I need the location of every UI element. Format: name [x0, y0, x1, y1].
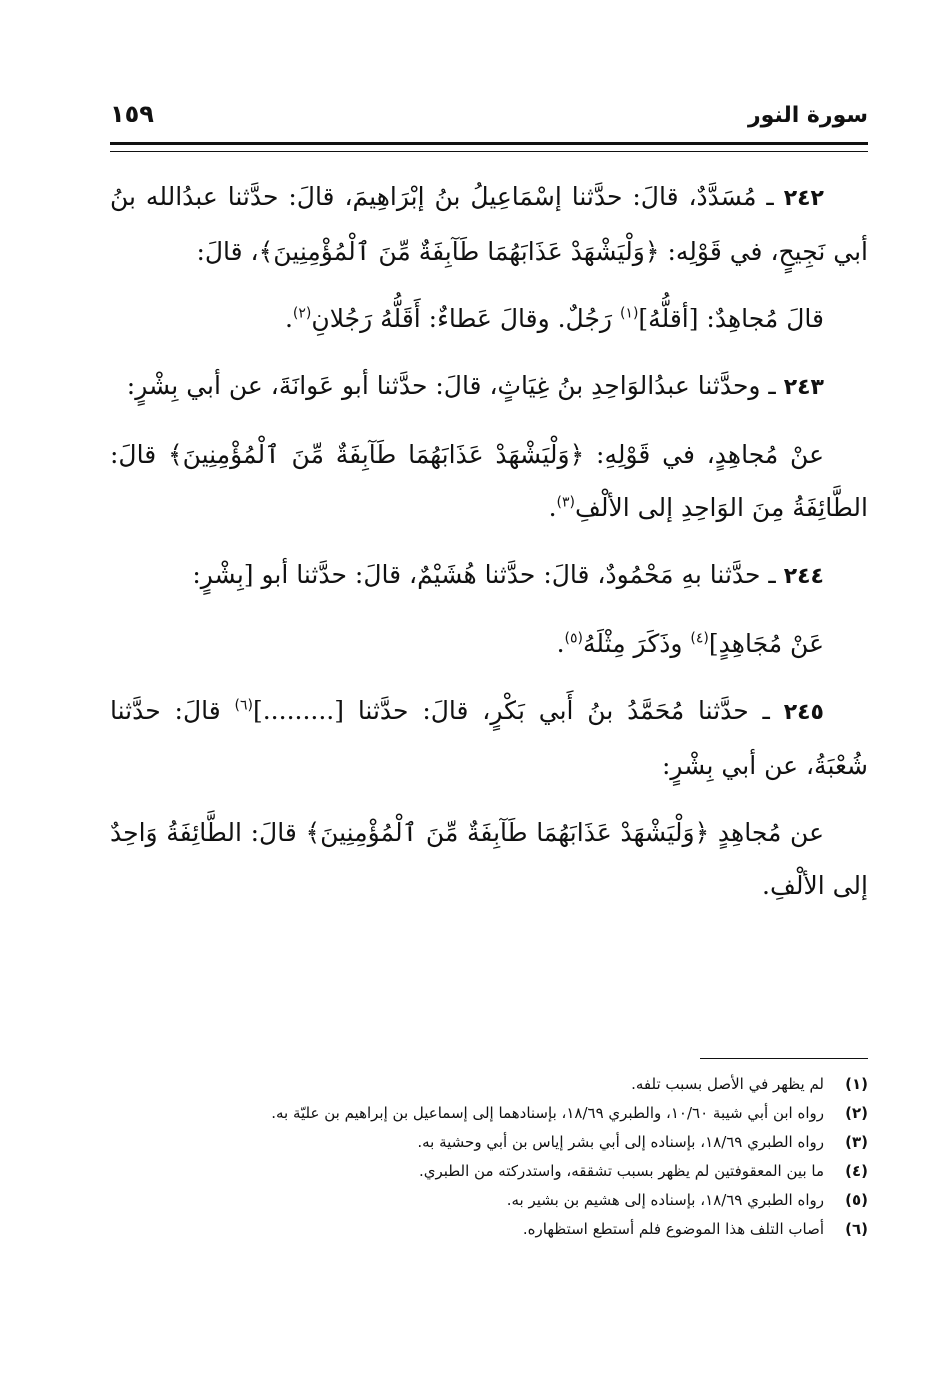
footnotes — [120, 1070, 868, 1244]
footnote-number: (٣) — [845, 1133, 868, 1151]
footnote-2 — [120, 1099, 868, 1128]
main-text — [110, 170, 868, 926]
paragraph-242 — [110, 170, 868, 278]
footnote-number: (١) — [845, 1075, 868, 1093]
paragraph-text: ـ حدَّثنا بهِ مَحْمُودٌ، قالَ: حدَّثنا هُشَيْمٌ، قالَ: حدَّثنا أبو [بِشْرٍ: — [192, 560, 784, 589]
footnote-text: لم يظهر في الأصل بسبب تلفه. — [631, 1075, 824, 1093]
paragraph-text: ـ حدَّثنا مُحَمَّدُ بنُ أَبي بَكْرٍ، قالَ: حدَّثنا [.........] — [252, 696, 784, 725]
footnote-number: (٦) — [845, 1220, 868, 1238]
footnote-ref-5[interactable]: (٥) — [564, 630, 583, 647]
paragraph-mujahid-2 — [110, 428, 868, 534]
footnote-text: ما بين المعقوفتين لم يظهر بسبب تشققه، واستدركته من الطبري. — [418, 1162, 824, 1180]
header-rule-thin — [110, 151, 868, 152]
hadith-number: ٢٤٢ — [783, 186, 824, 211]
footnote-ref-3[interactable]: (٣) — [556, 494, 575, 511]
footnote-number: (٢) — [845, 1104, 868, 1122]
footnote-number: (٥) — [845, 1191, 868, 1209]
footnote-6 — [120, 1215, 868, 1244]
page-number: ١٥٩ — [110, 100, 154, 128]
footnote-ref-2[interactable]: (٢) — [292, 305, 312, 322]
footnote-5 — [120, 1186, 868, 1215]
footnote-1 — [120, 1070, 868, 1099]
footnote-ref-6[interactable]: (٦) — [234, 697, 253, 714]
footnote-separator — [700, 1058, 868, 1059]
paragraph-text: رَجُلٌ. وقالَ عَطاءٌ: أَقَلُّهُ رَجُلانِ — [311, 304, 620, 333]
paragraph-text: عنْ مُجاهِدٍ، في قَوْلِهِ: ﴿وَلْيَشْهَدْ عَذَابَهُمَا طَآبِفَةٌ مِّنَ ٱلْمُؤْمِنِينَ﴾ قالَ: الطَّائِفَةُ مِنَ الوَاحِدِ إلى الألْفِ — [110, 440, 868, 522]
header-rule-thick — [110, 142, 868, 145]
footnote-text: رواه الطبري ١٨/٦٩، بإسناده إلى أبي بشر إياس بن أبي وحشية به. — [417, 1133, 824, 1151]
footnote-4 — [120, 1157, 868, 1186]
paragraph-mujahid-4 — [110, 806, 868, 912]
paragraph-245 — [110, 684, 868, 792]
page-header — [110, 88, 868, 128]
footnote-ref-1[interactable]: (١) — [619, 305, 639, 322]
paragraph-text: عَنْ مُجَاهِدٍ] — [708, 629, 824, 658]
paragraph-text: . — [284, 304, 293, 333]
surah-title: سورة النور — [748, 103, 868, 128]
paragraph-244 — [110, 548, 868, 603]
footnote-text: رواه الطبري ١٨/٦٩، بإسناده إلى هشيم بن بشير به. — [506, 1191, 824, 1209]
paragraph-text: وذَكَرَ مِثْلَهُ — [583, 629, 691, 658]
paragraph-243 — [110, 359, 868, 414]
paragraph-text: . — [548, 493, 557, 522]
paragraph-text: قالَ: حدَّثنا شُعْبَةُ، عن أبي بِشْرٍ: — [110, 696, 868, 780]
paragraph-text: ـ مُسَدَّدٌ، قالَ: حدَّثنا إسْمَاعِيلُ بنُ إبْرَاهِيمَ، قالَ: حدَّثنا عبدُالله بنُ أبي نَجِيحٍ، في قَوْلِه: ﴿وَلْيَشْهَدْ عَذَابَهُمَا طَآبِفَةٌ مِّنَ ٱلْمُؤْمِنِينَ﴾، قالَ: — [110, 182, 868, 266]
hadith-number: ٢٤٣ — [783, 375, 824, 400]
paragraph-text: عن مُجاهِدٍ ﴿وَلْيَشْهَدْ عَذَابَهُمَا طَآبِفَةٌ مِّنَ ٱلْمُؤْمِنِينَ﴾ قالَ: الطَّائِفَةُ وَاحِدٌ إلى الألْفِ. — [110, 818, 868, 900]
paragraph-text: ـ وحدَّثنا عبدُالوَاحِدِ بنُ غِيَاثٍ، قالَ: حدَّثنا أبو عَوانَةَ، عن أبي بِشْرٍ: — [126, 371, 784, 400]
paragraph-mujahid-1 — [110, 292, 868, 345]
footnote-number: (٤) — [845, 1162, 868, 1180]
hadith-number: ٢٤٤ — [783, 564, 824, 589]
paragraph-text: قالَ مُجاهِدٌ: [أقلُّهُ] — [638, 304, 824, 333]
paragraph-mujahid-3 — [110, 617, 868, 670]
footnote-3 — [120, 1128, 868, 1157]
footnote-text: أصاب التلف هذا الموضوع فلم أستطع استظهاره. — [522, 1220, 824, 1238]
paragraph-text: . — [556, 629, 565, 658]
footnote-text: رواه ابن أبي شيبة ١٠/٦٠، والطبري ١٨/٦٩، بإسنادهما إلى إسماعيل بن إبراهيم بن عليّة به. — [271, 1104, 824, 1122]
footnote-ref-4[interactable]: (٤) — [690, 630, 709, 647]
hadith-number: ٢٤٥ — [783, 700, 824, 725]
